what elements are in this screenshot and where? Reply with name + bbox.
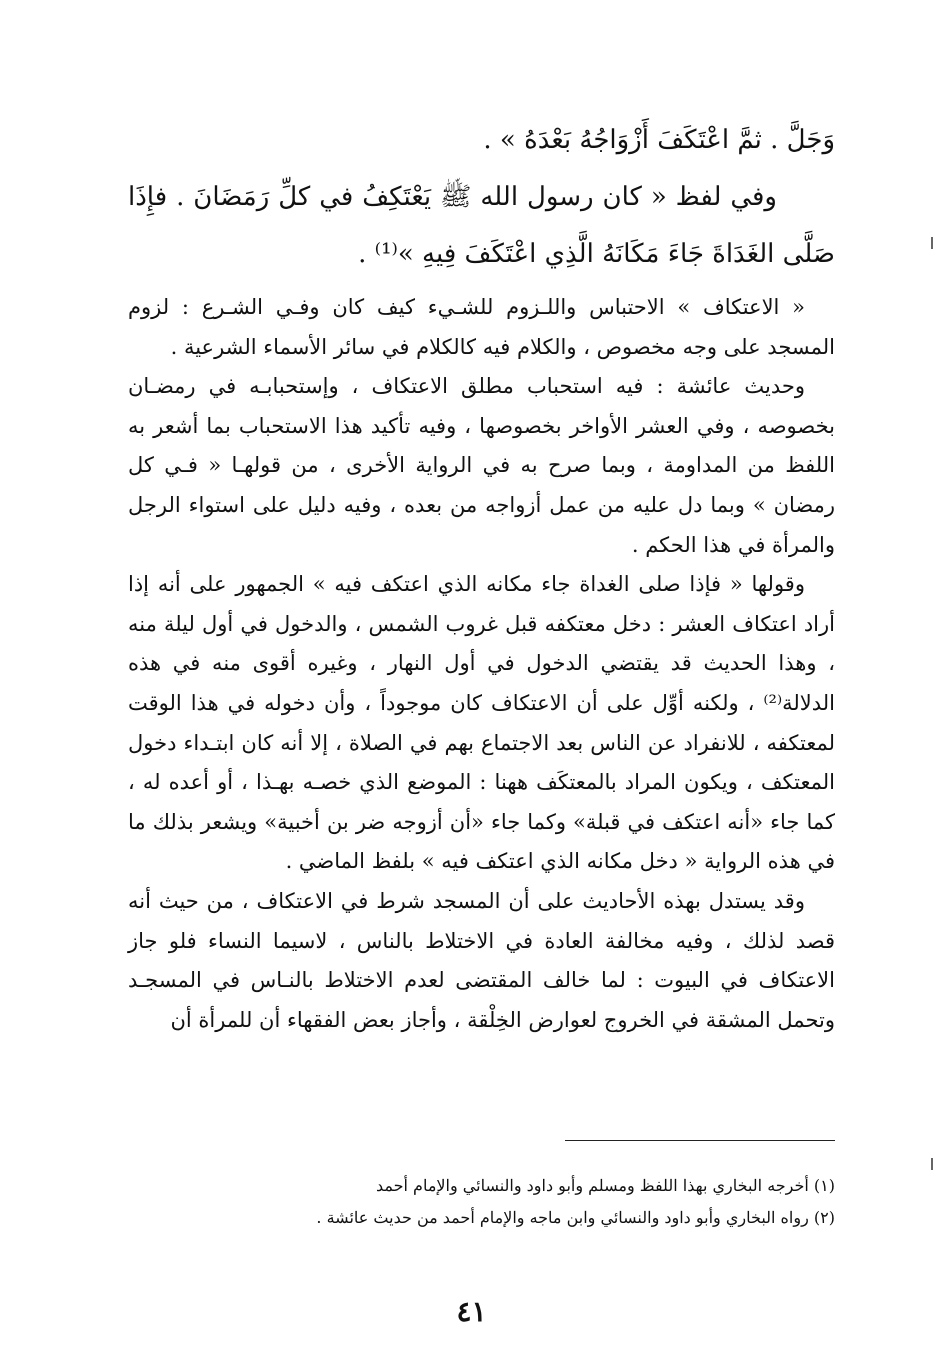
margin-mark (931, 237, 933, 249)
commentary-paragraph-4: وقد يستدل بهذه الأحاديث على أن المسجد شرط في الاعتكاف ، من حيث أنه قصد لذلك ، وفيه مخالفة العادة في الاختلاط بالناس ، لاسيما النساء فلو جاز الاعتكاف في البيوت : لما خالف المقتضى لعدم الاختلاط بالنـاس في المسجـد وتحمل المشقة في الخروج لعوارض الخِلْقة ، وأجاز بعض الفقهاء أن للمرأة أن (128, 888, 835, 1032)
footnote-divider (565, 1140, 835, 1141)
hadith-line: وَجَلَّ . ثمَّ اعْتَكَفَ أَزْوَاجُهُ بَعْدَهُ » . (483, 125, 835, 155)
footnotes (200, 1170, 835, 1234)
commentary-paragraph-2: وحديث عائشة : فيه استحباب مطلق الاعتكاف ، وإستحبابـه في رمضـان بخصوصه ، وفي العشر الأواخر بخصوصها ، وفيه تأكيد هذا الاستحباب بما أشعر به اللفظ من المداومة ، وبما صرح به في الرواية الأخرى ، من قولهـا « فـي كل رمضان » وبما دل عليه من عمل أزواجه من بعده ، وفيه دليل على استواء الرجل والمرأة في هذا الحكم . (128, 374, 835, 557)
commentary-text (128, 288, 835, 1040)
margin-mark (931, 1158, 933, 1170)
footnote-2: (٢) رواه البخاري وأبو داود والنسائي وابن ماجه والإمام أحمد من حديث عائشة . (316, 1208, 835, 1227)
page-number: ٤١ (456, 1295, 487, 1328)
commentary-paragraph-3: وقولها « فإذا صلى الغداة جاء مكانه الذي اعتكف فيه » الجمهور على أنه إذا أراد اعتكاف العشر : دخل معتكفه قبل غروب الشمس ، والدخول في أول ليلة منه ، وهذا الحديث قد يقتضي الدخول في أول النهار ، وغيره أقوى منه في هذه الدلالة⁽²⁾ ، ولكنه أوِّل على أن الاعتكاف كان موجوداً ، وأن دخوله في هذا الوقت لمعتكفه ، للانفراد عن الناس بعد الاجتماع بهم في الصلاة ، إلا أنه كان ابتـداء دخول المعتكف ، ويكون المراد بالمعتكَف ههنا : الموضع الذي خصـه بهـذا ، أو أعده له ، كما جاء «أنه اعتكف في قبلة» وكما جاء «أن أزوجه ضر بن أخبية» ويشعر بذلك ما في هذه الرواية « دخل مكانه الذي اعتكف فيه » بلفظ الماضي . (128, 572, 835, 874)
footnote-1: (١) أخرجه البخاري بهذا اللفظ ومسلم وأبو داود والنسائي والإمام أحمد (375, 1176, 835, 1195)
commentary-paragraph-1: « الاعتكاف » الاحتباس واللـزوم للشـيء كيف كان وفـي الشـرع : لزوم المسجد على وجه مخصوص ، والكلام فيه كالكلام في سائر الأسماء الشرعية . (128, 295, 835, 359)
hadith-paragraph: وفي لفظ « كان رسول الله ﷺ يَعْتَكِفُ في كلِّ رَمَضَانَ . فإِذَا صَلَّى الغَدَاةَ جَاءَ مَكَانَهُ الَّذِي اعْتَكَفَ فِيهِ »⁽¹⁾ . (128, 182, 835, 269)
hadith-text (128, 112, 835, 283)
